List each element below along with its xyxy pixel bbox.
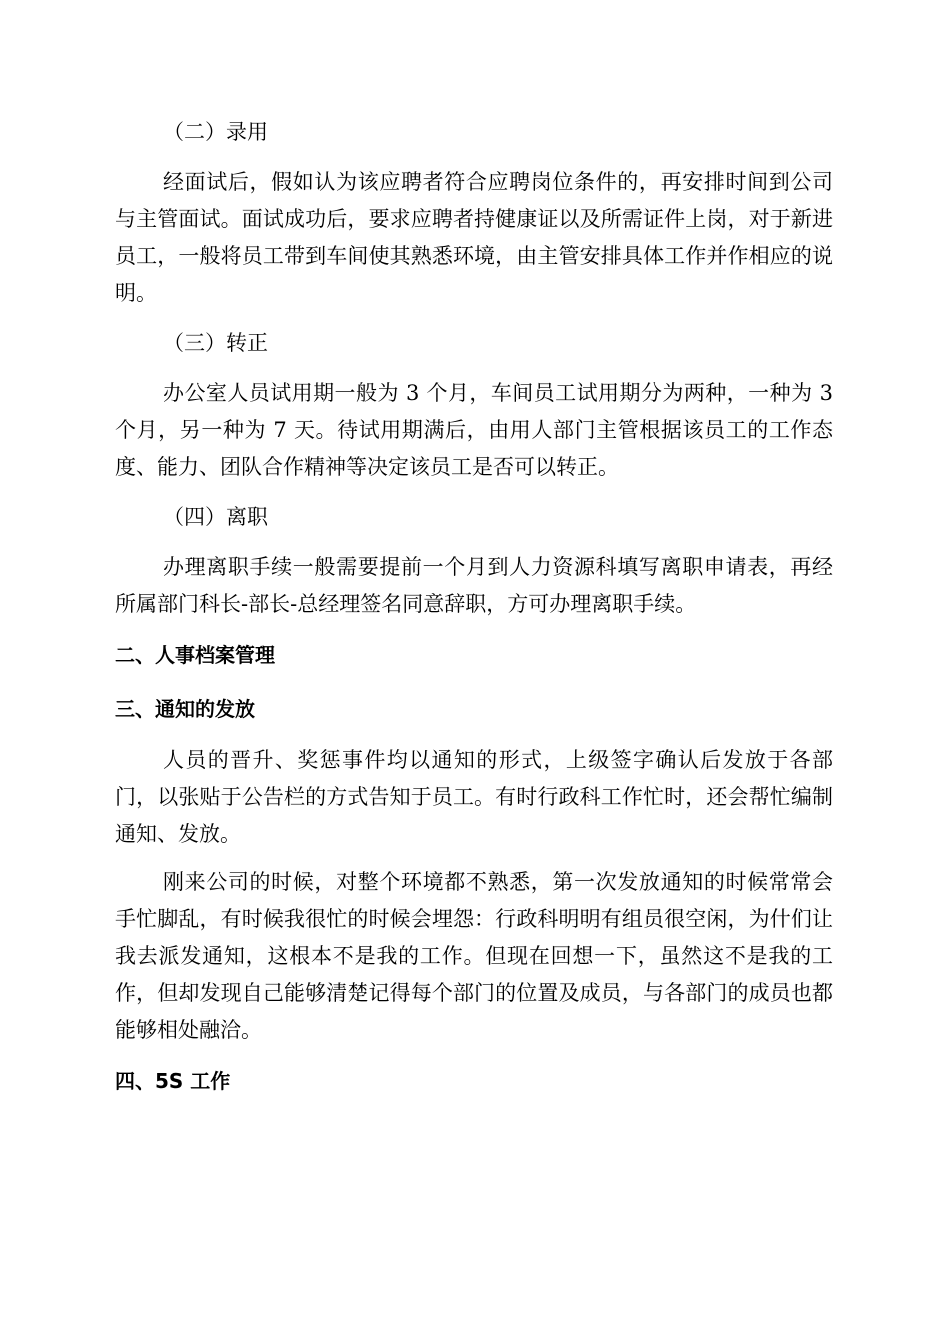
- heading-personnel-records: 二、人事档案管理: [115, 643, 275, 667]
- heading-5s-work: 四、5S 工作: [115, 1069, 231, 1093]
- subheading-employment: （二）录用: [163, 120, 268, 144]
- subheading-regularization: （三）转正: [163, 331, 268, 355]
- paragraph-employment: 经面试后，假如认为该应聘者符合应聘岗位条件的，再安排时间到公司与主管面试。面试成功后，要求应聘者持健康证以及所需证件上岗，对于新进员工，一般将员工带到车间使其熟悉环境，由主管安排具体工作并作相应的说明。: [115, 170, 833, 305]
- paragraph-resignation: 办理离职手续一般需要提前一个月到人力资源科填写离职申请表，再经所属部门科长-部长-总经理签名同意辞职，方可办理离职手续。: [115, 555, 833, 616]
- paragraph-notice-2: 刚来公司的时候，对整个环境都不熟悉，第一次发放通知的时候常常会手忙脚乱，有时候我很忙的时候会埋怨：行政科明明有组员很空闲，为什们让我去派发通知，这根本不是我的工作。但现在回想一下，虽然这不是我的工作，但却发现自己能够清楚记得每个部门的位置及成员，与各部门的成员也都能够相处融洽。: [115, 870, 833, 1042]
- subheading-resignation: （四）离职: [163, 505, 268, 529]
- paragraph-notice-1: 人员的晋升、奖惩事件均以通知的形式，上级签字确认后发放于各部门，以张贴于公告栏的方式告知于员工。有时行政科工作忙时，还会帮忙编制通知、发放。: [115, 748, 833, 846]
- heading-notice-distribution: 三、通知的发放: [115, 697, 255, 721]
- paragraph-regularization: 办公室人员试用期一般为 3 个月，车间员工试用期分为两种，一种为 3 个月，另一种为 7 天。待试用期满后，由用人部门主管根据该员工的工作态度、能力、团队合作精神等决定该员工是否可以转正。: [115, 381, 833, 479]
- document-body: [115, 112, 833, 1114]
